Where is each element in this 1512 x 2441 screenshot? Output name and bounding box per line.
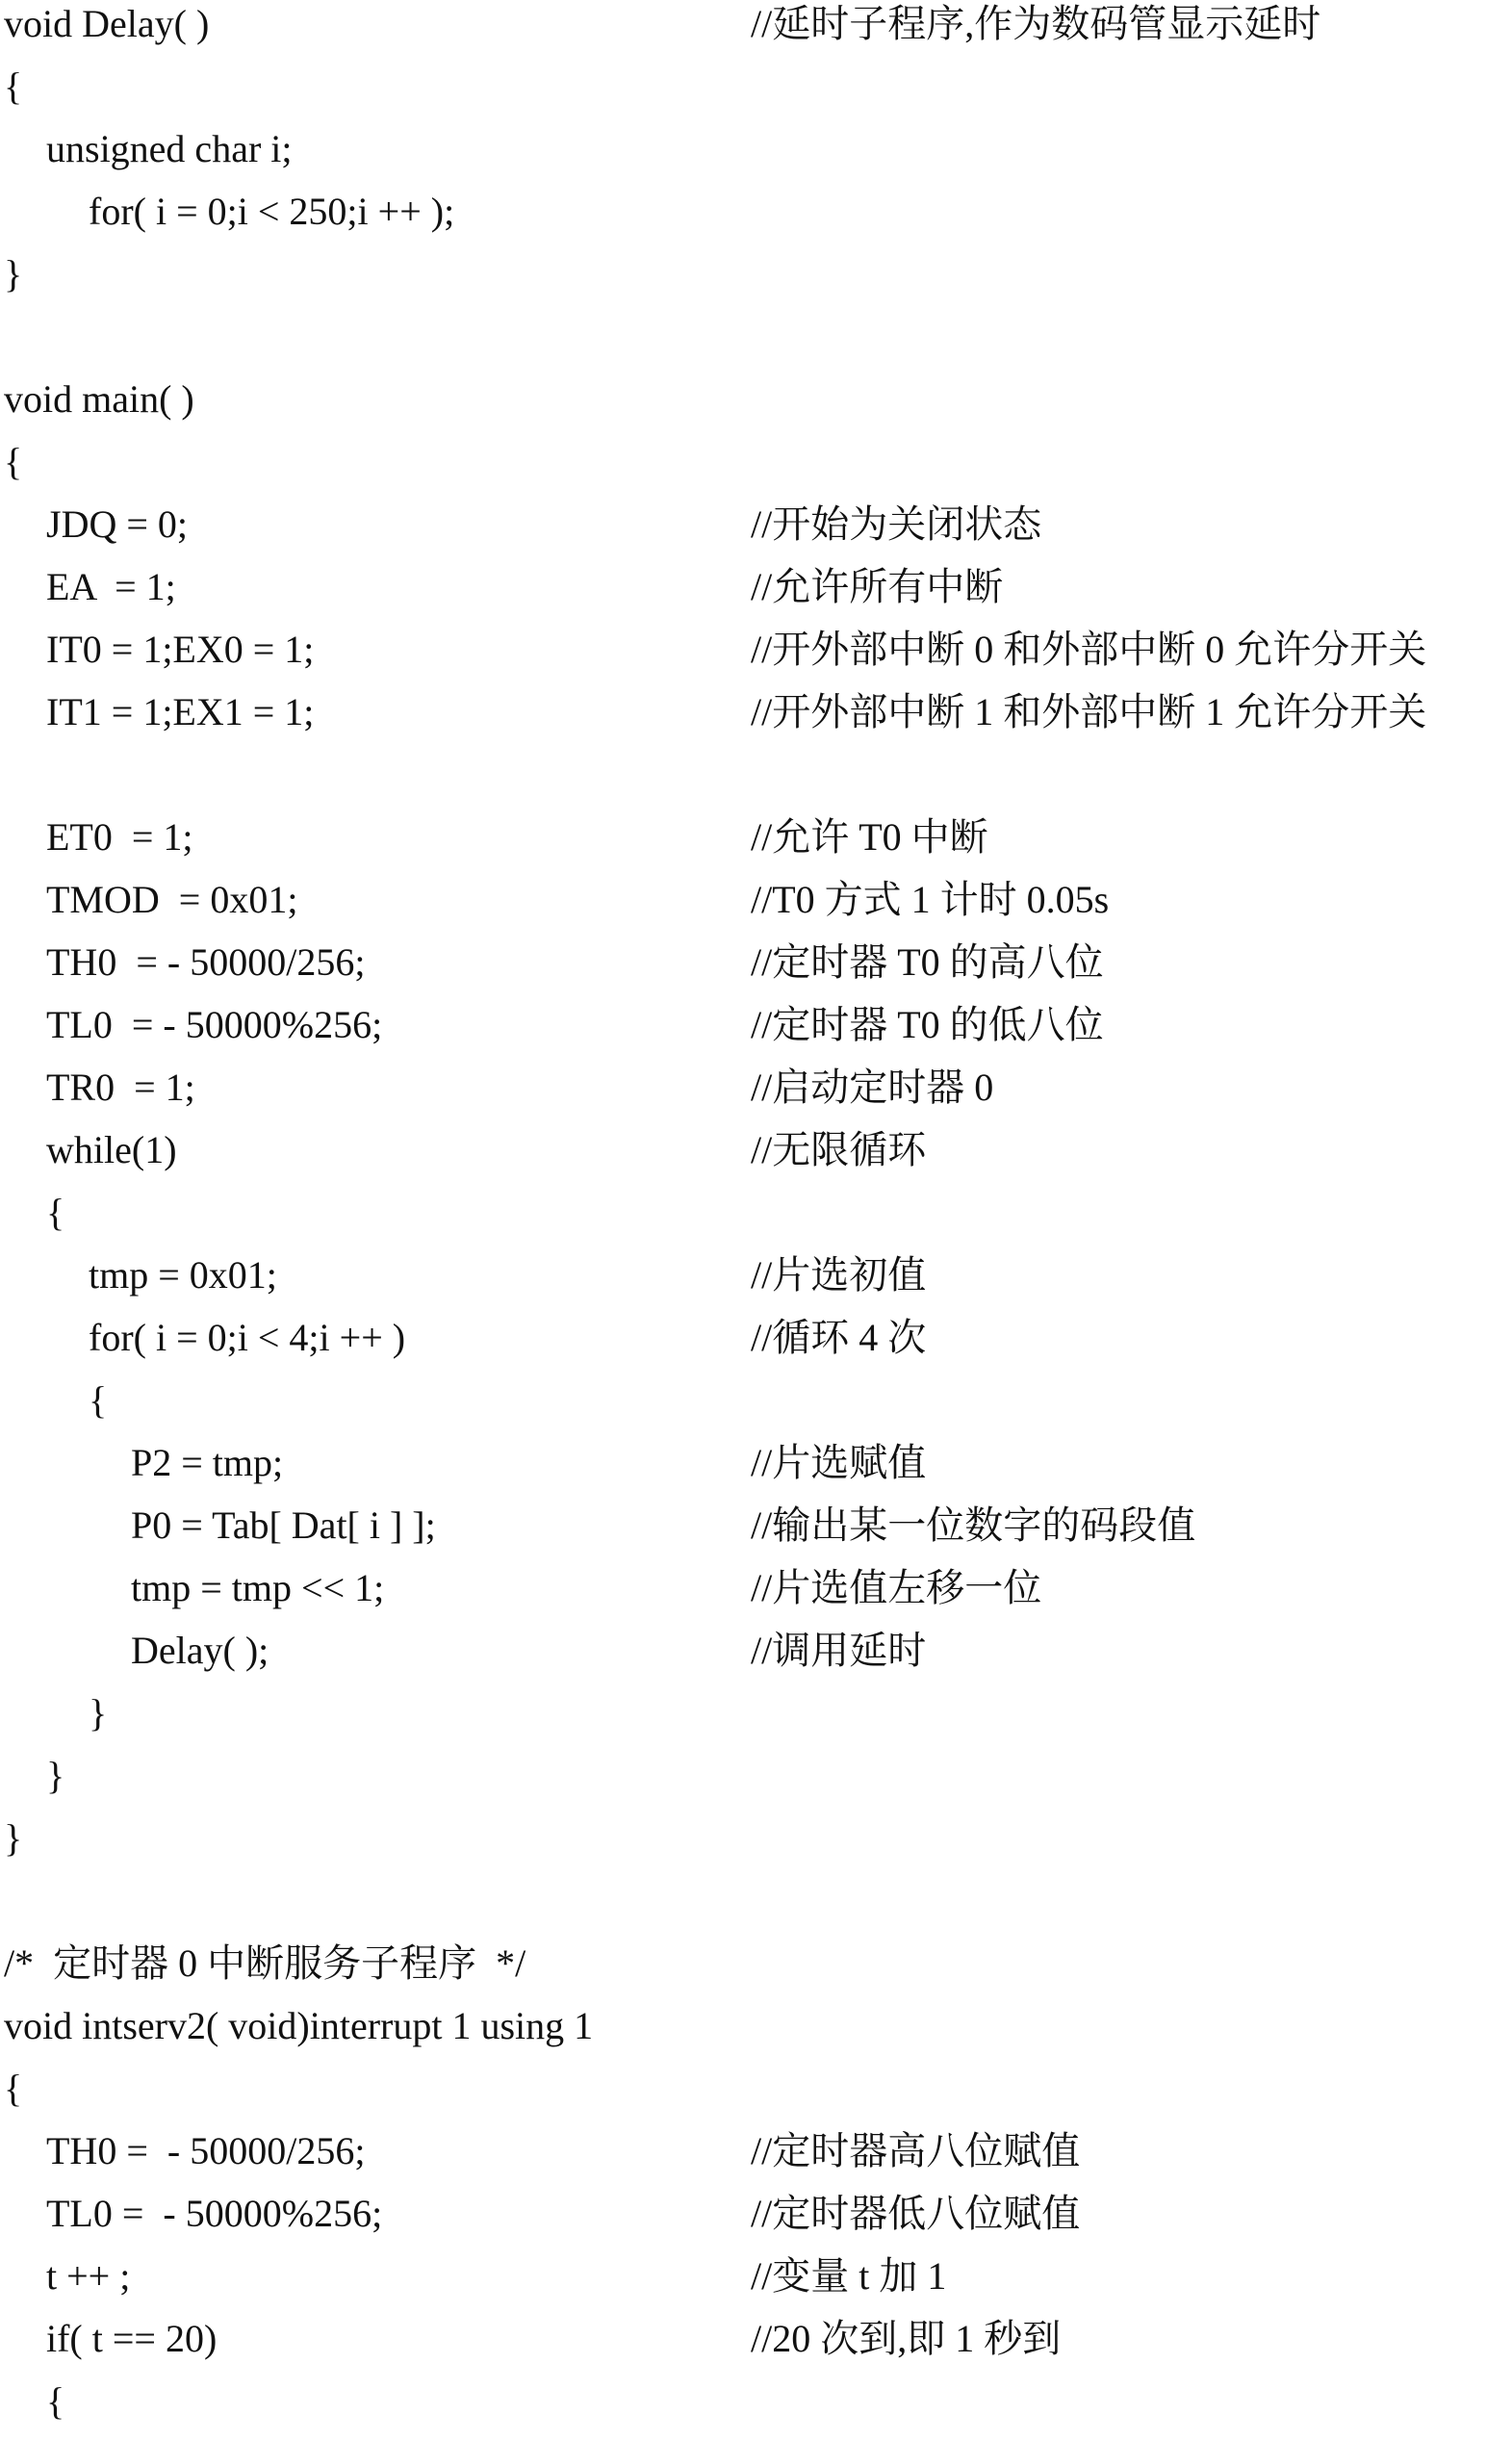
code-statement: JDQ = 0; (46, 502, 189, 546)
code-comment: //允许 T0 中断 (751, 815, 988, 859)
code-line (0, 2252, 1512, 2316)
code-comment: //定时器低八位赋值 (751, 2192, 1081, 2235)
code-line (0, 1814, 1512, 1878)
code-line (0, 250, 1512, 314)
code-comment: //片选初值 (751, 1253, 927, 1297)
code-statement: TL0 = - 50000%256; (46, 2192, 383, 2235)
code-statement: { (4, 2067, 23, 2110)
code-comment: //调用延时 (751, 1629, 927, 1672)
code-statement: P0 = Tab[ Dat[ i ] ]; (131, 1503, 436, 1547)
code-statement: { (4, 64, 23, 108)
code-line (0, 1251, 1512, 1315)
code-statement: TMOD = 0x01; (46, 878, 298, 921)
code-line (0, 688, 1512, 752)
code-line (0, 1940, 1512, 2003)
code-statement: void Delay( ) (4, 2, 210, 45)
code-line (0, 751, 1512, 814)
code-line (0, 125, 1512, 189)
code-statement: IT0 = 1;EX0 = 1; (46, 628, 315, 671)
code-line (0, 563, 1512, 627)
code-line (0, 813, 1512, 877)
code-statement: while(1) (46, 1128, 177, 1171)
code-statement: void intserv2( void)interrupt 1 using 1 (4, 2004, 594, 2047)
code-line (0, 0, 1512, 64)
code-comment: //开外部中断 0 和外部中断 0 允许分开关 (751, 628, 1427, 671)
code-comment: //开外部中断 1 和外部中断 1 允许分开关 (751, 690, 1427, 733)
code-line (0, 1439, 1512, 1503)
code-line (0, 938, 1512, 1002)
code-comment: //启动定时器 0 (751, 1066, 994, 1109)
code-comment: //片选赋值 (751, 1441, 927, 1484)
code-statement: tmp = tmp << 1; (131, 1566, 385, 1609)
code-line (0, 2190, 1512, 2253)
code-statement: { (46, 2379, 65, 2423)
code-comment: //变量 t 加 1 (751, 2254, 947, 2298)
code-comment: //循环 4 次 (751, 1316, 927, 1359)
code-comment: //输出某一位数字的码段值 (751, 1503, 1196, 1547)
code-comment: //定时器高八位赋值 (751, 2129, 1081, 2172)
code-comment: //20 次到,即 1 秒到 (751, 2317, 1062, 2360)
code-comment: //定时器 T0 的低八位 (751, 1003, 1104, 1046)
code-statement: TH0 = - 50000/256; (46, 2129, 366, 2172)
code-line (0, 2065, 1512, 2128)
code-line (0, 2315, 1512, 2378)
code-statement: } (89, 1691, 108, 1734)
code-comment: //允许所有中断 (751, 565, 1004, 608)
code-statement: TL0 = - 50000%256; (46, 1003, 383, 1046)
code-statement: { (4, 440, 23, 483)
code-statement: { (89, 1378, 108, 1422)
code-comment: //开始为关闭状态 (751, 502, 1042, 546)
code-statement: { (46, 1191, 65, 1234)
code-line (0, 1564, 1512, 1628)
code-line (0, 876, 1512, 939)
code-statement: for( i = 0;i < 4;i ++ ) (89, 1316, 406, 1359)
code-line (0, 313, 1512, 376)
code-line (0, 2377, 1512, 2441)
code-statement: ET0 = 1; (46, 815, 193, 859)
code-line (0, 1752, 1512, 1815)
code-statement: P2 = tmp; (131, 1441, 284, 1484)
code-comment: //延时子程序,作为数码管显示延时 (751, 2, 1321, 45)
code-statement: TR0 = 1; (46, 1066, 195, 1109)
code-statement: } (46, 1754, 65, 1797)
code-statement: tmp = 0x01; (89, 1253, 277, 1297)
code-line (0, 1064, 1512, 1127)
code-line (0, 1314, 1512, 1377)
code-line (0, 1877, 1512, 1940)
code-comment: //定时器 T0 的高八位 (751, 940, 1104, 984)
code-line (0, 1189, 1512, 1252)
code-statement: } (4, 1816, 23, 1860)
code-line (0, 1376, 1512, 1440)
code-comment: //T0 方式 1 计时 0.05s (751, 878, 1110, 921)
code-line (0, 188, 1512, 251)
code-line (0, 2127, 1512, 2191)
code-statement: EA = 1; (46, 565, 176, 608)
code-comment: //片选值左移一位 (751, 1566, 1042, 1609)
code-line (0, 63, 1512, 126)
code-statement: IT1 = 1;EX1 = 1; (46, 690, 315, 733)
code-statement: for( i = 0;i < 250;i ++ ); (89, 190, 455, 233)
code-statement: void main( ) (4, 377, 194, 421)
code-line (0, 1627, 1512, 1690)
code-statement: Delay( ); (131, 1629, 269, 1672)
code-statement: } (4, 252, 23, 295)
code-line (0, 438, 1512, 501)
code-statement: if( t == 20) (46, 2317, 218, 2360)
code-statement: unsigned char i; (46, 127, 293, 170)
code-line (0, 1689, 1512, 1753)
code-line (0, 1502, 1512, 1565)
code-line (0, 1126, 1512, 1190)
code-statement: /* 定时器 0 中断服务子程序 */ (4, 1941, 526, 1985)
code-line (0, 501, 1512, 564)
code-statement: TH0 = - 50000/256; (46, 940, 366, 984)
code-line (0, 2002, 1512, 2066)
code-line (0, 1001, 1512, 1065)
code-statement: t ++ ; (46, 2254, 131, 2298)
code-comment: //无限循环 (751, 1128, 927, 1171)
code-line (0, 375, 1512, 439)
code-line (0, 626, 1512, 689)
